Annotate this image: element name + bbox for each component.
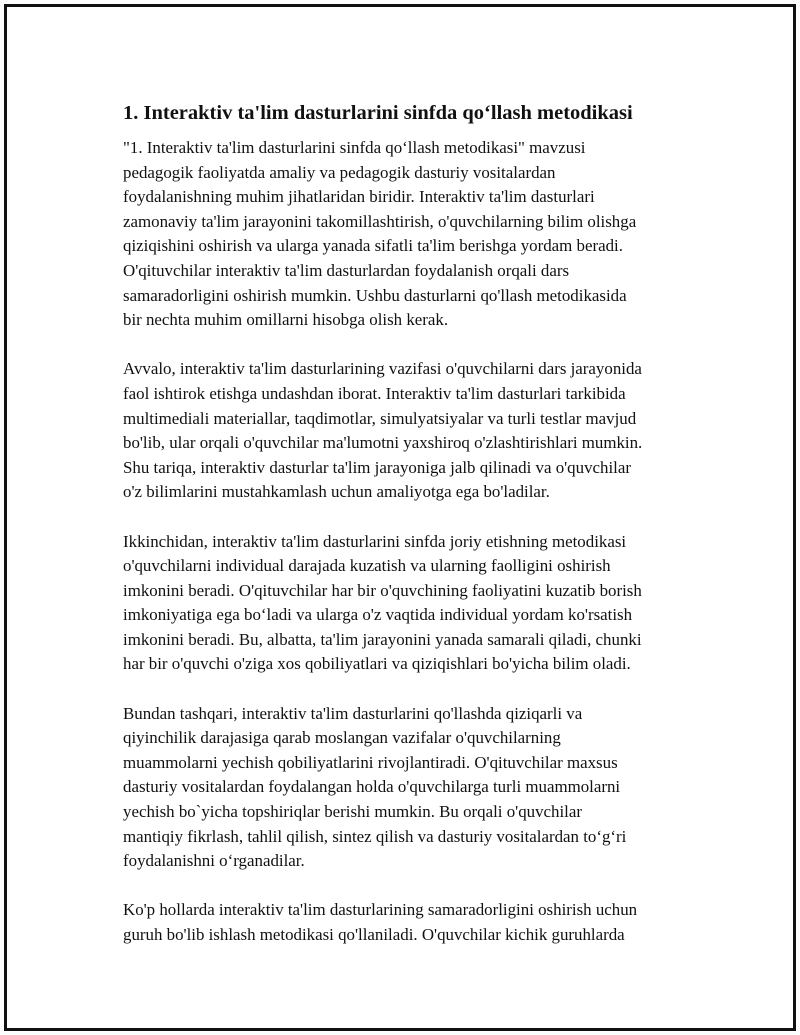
paragraph-4 — [123, 702, 703, 874]
text-line: multimediali materiallar, taqdimotlar, simulyatsiyalar va turli testlar mavjud — [123, 408, 637, 428]
text-line: "1. Interaktiv ta'lim dasturlarini sinfda qo‘llash metodikasi" mavzusi — [123, 138, 586, 157]
text-line: imkonini beradi. O'qituvchilar har bir o'quvchining faoliyatini kuzatib borish — [123, 580, 642, 600]
text-line: muammolarni yechish qobiliyatlarini rivojlantiradi. O'qituvchilar maxsus — [123, 752, 618, 772]
text-line: mantiqiy fikrlash, tahlil qilish, sintez qilish va dasturiy vositalardan to‘g‘ri — [123, 826, 627, 846]
text-line: o'quvchilarni individual darajada kuzatish va ularning faolligini oshirish — [123, 556, 611, 576]
text-line: bir nechta muhim omillarni hisobga olish kerak. — [123, 310, 449, 330]
text-line: pedagogik faoliyatda amaliy va pedagogik dasturiy vositalardan — [123, 162, 556, 182]
text-line: Bundan tashqari, interaktiv ta'lim dasturlarini qo'llashda qiziqarli va — [123, 703, 583, 723]
text-line: qiyinchilik darajasiga qarab moslangan vazifalar o'quvchilarning — [123, 728, 561, 748]
paragraph-3 — [123, 530, 703, 678]
paragraph-5 — [123, 898, 703, 947]
text-line: zamonaviy ta'lim jarayonini takomillashtirish, o'quvchilarning bilim olishga — [123, 211, 637, 231]
text-line: foydalanishni o‘rganadilar. — [123, 851, 305, 871]
text-line: bo'lib, ular orqali o'quvchilar ma'lumotni yaxshiroq o'zlashtirishlari mumkin. — [123, 433, 643, 453]
text-line: guruh bo'lib ishlash metodikasi qo'llaniladi. O'quvchilar kichik guruhlarda — [123, 925, 625, 944]
text-line: Ikkinchidan, interaktiv ta'lim dasturlarini sinfda joriy etishning metodikasi — [123, 531, 627, 551]
document-body — [123, 99, 703, 972]
page-frame — [4, 4, 796, 1031]
text-line: qiziqishini oshirish va ularga yanada sifatli ta'lim berishga yordam beradi. — [123, 236, 623, 256]
text-line: samaradorligini oshirish mumkin. Ushbu dasturlarni qo'llash metodikasida — [123, 285, 627, 305]
text-line: foydalanishning muhim jihatlaridan biridir. Interaktiv ta'lim dasturlari — [123, 187, 595, 207]
text-line: Shu tariqa, interaktiv dasturlar ta'lim jarayoniga jalb qilinadi va o'quvchilar — [123, 457, 631, 477]
text-line: yechish bo`yicha topshiriqlar berishi mumkin. Bu orqali o'quvchilar — [123, 802, 582, 822]
text-line: faol ishtirok etishga undashdan iborat. Interaktiv ta'lim dasturlari tarkibida — [123, 383, 626, 403]
text-line: imkoniyatiga ega bo‘ladi va ularga o'z vaqtida individual yordam ko'rsatish — [123, 605, 633, 625]
document-title: 1. Interaktiv ta'lim dasturlarini sinfda qo‘llash metodikasi — [123, 102, 633, 124]
text-line: dasturiy vositalardan foydalangan holda o'quvchilarga turli muammolarni — [123, 777, 621, 797]
paragraph-1 — [123, 136, 703, 333]
text-line: har bir o'quvchi o'ziga xos qobiliyatlari va qiziqishlari bo'yicha bilim oladi. — [123, 654, 631, 674]
text-line: Ko'p hollarda interaktiv ta'lim dasturlarining samaradorligini oshirish uchun — [123, 900, 638, 920]
text-line: Avvalo, interaktiv ta'lim dasturlarining vazifasi o'quvchilarni dars jarayonida — [123, 359, 642, 379]
text-line: imkonini beradi. Bu, albatta, ta'lim jarayonini yanada samarali qiladi, chunki — [123, 629, 642, 649]
text-line: o'z bilimlarini mustahkamlash uchun amaliyotga ega bo'ladilar. — [123, 482, 550, 502]
text-line: O'qituvchilar interaktiv ta'lim dasturlardan foydalanish orqali dars — [123, 260, 570, 280]
paragraph-2 — [123, 357, 703, 505]
